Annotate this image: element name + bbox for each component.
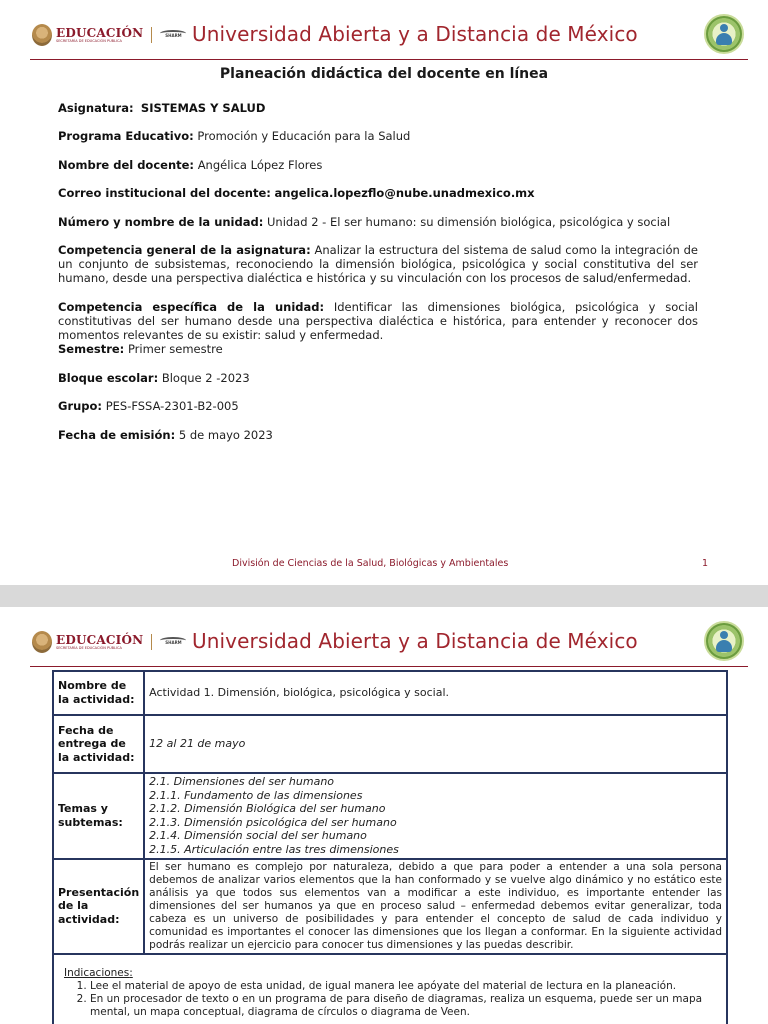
table-row (53, 671, 727, 715)
list-item: 2.1.2. Dimensión Biológica del ser humano (149, 802, 386, 816)
educacion-wordmark: EDUCACIÓN (56, 25, 144, 40)
health-emblem-icon (704, 621, 744, 661)
activity-table (52, 670, 728, 955)
table-row (53, 859, 727, 954)
field-competencia-general: Competencia general de la asignatura: Analizar la estructura del sistema de salud como la integración de un conjunto de subsistemas, reconociendo la dimensión biológica, psicológica y social constitutiva del ser humano, desde una perspectiva dialéctica e histórica y su vinculación con los procesos de salud/enfermedad. (58, 242, 698, 286)
list-item: 2.1.4. Dimensión social del ser humano (149, 829, 367, 843)
field-unidad: Número y nombre de la unidad: Unidad 2 - El ser humano: su dimensión biológica, psicológica y social (58, 214, 671, 229)
health-emblem-icon (704, 14, 744, 54)
university-title: Universidad Abierta y a Distancia de México (192, 629, 638, 653)
seal-icon (32, 24, 52, 46)
university-title: Universidad Abierta y a Distancia de México (192, 22, 638, 46)
field-correo: Correo institucional del docente: angelica.lopezflo@nube.unadmexico.mx (58, 186, 535, 201)
field-programa: Programa Educativo: Promoción y Educación para la Salud (58, 129, 411, 144)
field-competencia-especifica: Competencia específica de la unidad: Identificar las dimensiones biológica, psicológica y social constitutivas del ser humano desde una perspectiva dialéctica e histórica, para entender y reconocer dos momentos relevantes de su existir: salud y enfermedad. (58, 299, 699, 343)
sharm-logo: SHARM (160, 28, 186, 42)
list-item: 2. En un procesador de texto o en un programa de para diseño de diagramas, realiza un esquema, puede ser un mapa mental, un mapa conceptual, diagrama de círculos o diagrama de Veen. (90, 993, 718, 1019)
seal-icon (32, 631, 52, 653)
document-title: Planeación didáctica del docente en línea (219, 66, 549, 82)
page-gap (0, 585, 768, 607)
field-fecha-emision: Fecha de emisión: 5 de mayo 2023 (58, 427, 273, 442)
row-value-temas (144, 773, 727, 859)
list-item: 2.1.5. Articulación entre las tres dimensiones (149, 842, 399, 856)
planning-fields (58, 101, 698, 456)
list-item: 2.1.1. Fundamento de las dimensiones (149, 788, 363, 802)
page-header (30, 12, 748, 60)
educacion-wordmark: EDUCACIÓN (56, 632, 144, 647)
row-label-presentacion: Presentación de la actividad: (53, 859, 144, 954)
row-label-temas: Temas y subtemas: (53, 773, 144, 859)
sharm-logo: SHARM (160, 635, 186, 649)
educacion-logo (32, 24, 186, 46)
table-row (53, 773, 727, 859)
row-label-fecha: Fecha de entrega de la actividad: (53, 715, 144, 773)
educacion-subtitle: SECRETARÍA DE EDUCACIÓN PÚBLICA (56, 38, 122, 43)
page-header (30, 619, 748, 667)
logo-divider (151, 27, 152, 43)
logo-divider (151, 634, 152, 650)
list-item: 1. Lee el material de apoyo de esta unidad, de igual manera lee apóyate del material de lectura en la planeación. (90, 980, 718, 993)
row-label-nombre: Nombre de la actividad: (53, 671, 144, 715)
educacion-subtitle: SECRETARÍA DE EDUCACIÓN PÚBLICA (56, 645, 122, 650)
field-semestre: Semestre: Primer semestre (58, 342, 223, 357)
field-grupo: Grupo: PES-FSSA-2301-B2-005 (58, 399, 239, 414)
field-asignatura: Asignatura: SISTEMAS Y SALUD (58, 101, 266, 115)
row-value-presentacion: El ser humano es complejo por naturaleza, debido a que para poder a entender a una sola persona debemos de analizar varios elementos que la han conformado y se vuelve algo dinámico y no estático este análisis ya que todos sus elementos van a modificar a este individuo, es importante entender las dimensiones del ser humanos ya que en proceso salud – enfermedad debemos evitar generalizar, toda cabeza es un universo de posibilidades y para entender el concepto de salud de cada individuo y comunidad es importantes el conocer las dimensiones que los llegan a conformar. En la siguiente actividad podrás realizar un ejercicio para conocer tus dimensiones y las puedas describir. (144, 859, 727, 954)
list-item: 2.1.3. Dimensión psicológica del ser humano (149, 815, 397, 829)
indicaciones-box (52, 953, 728, 1024)
footer-division: División de Ciencias de la Salud, Biológicas y Ambientales (232, 558, 509, 569)
document-page-2 (0, 607, 768, 1024)
indicaciones-title: Indicaciones: (64, 967, 133, 979)
field-docente: Nombre del docente: Angélica López Flores (58, 157, 323, 172)
row-value-fecha: 12 al 21 de mayo (144, 715, 727, 773)
row-value-nombre: Actividad 1. Dimensión, biológica, psicológica y social. (144, 671, 727, 715)
educacion-logo (32, 631, 186, 653)
page-number: 1 (702, 558, 709, 569)
list-item: 2.1. Dimensiones del ser humano (149, 775, 335, 788)
indicaciones-list (90, 980, 718, 1019)
field-bloque: Bloque escolar: Bloque 2 -2023 (58, 370, 250, 385)
table-row (53, 715, 727, 773)
